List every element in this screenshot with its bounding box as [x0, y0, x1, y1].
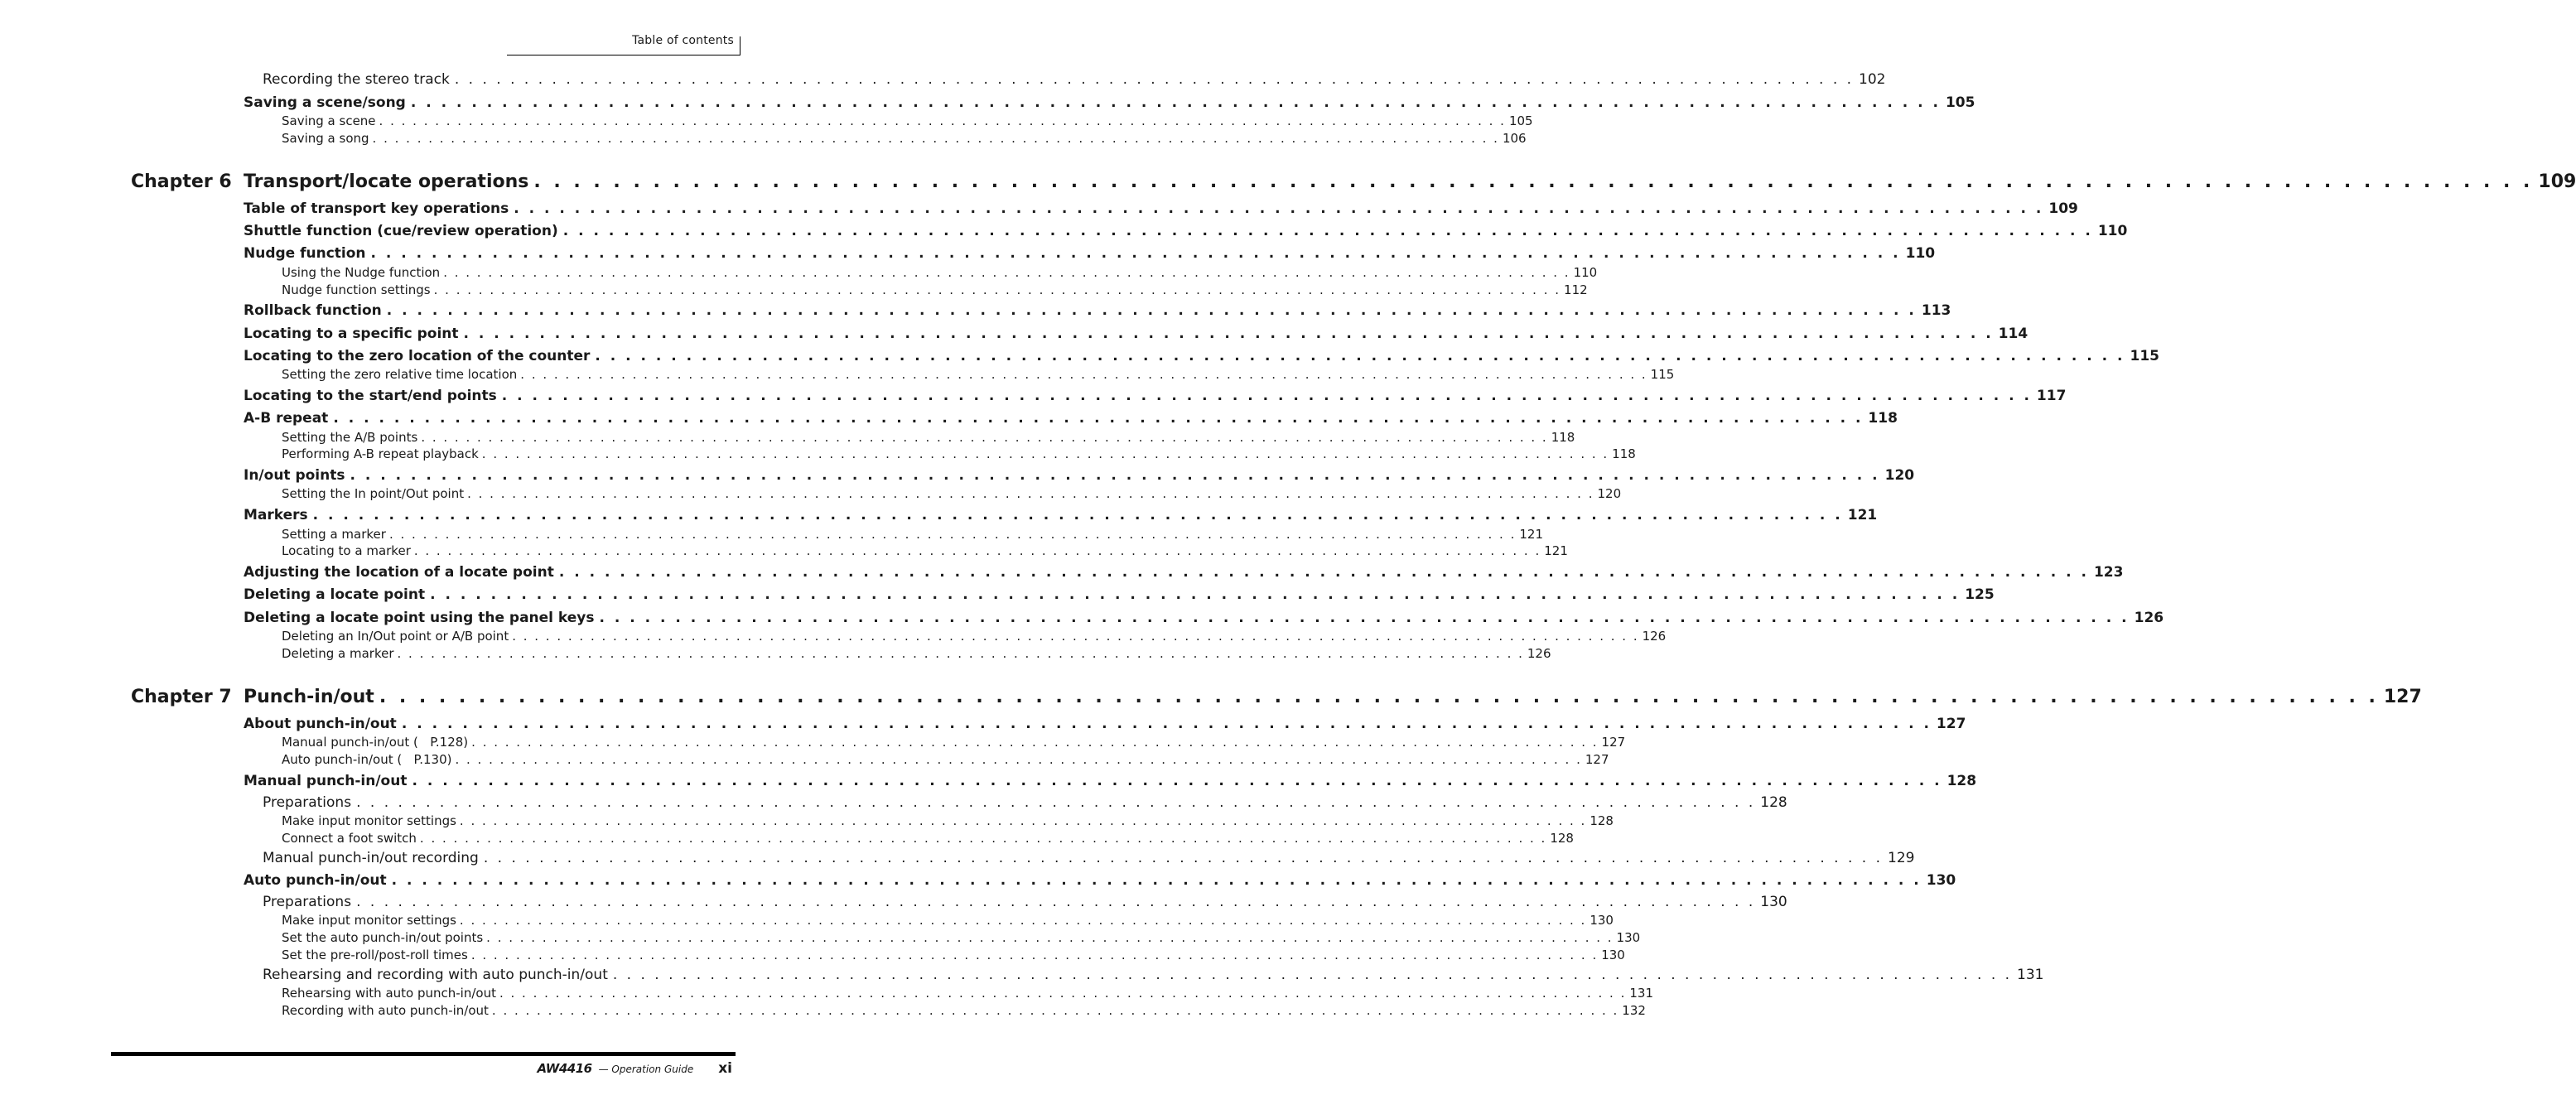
page-ref: 110 [1905, 245, 1936, 262]
toc-item-entry[interactable] [282, 813, 1614, 828]
page-ref: 131 [1629, 986, 1653, 1001]
toc-item-entry[interactable] [282, 629, 1667, 644]
toc-section-entry[interactable] [244, 507, 1878, 523]
dot-leader [371, 245, 1901, 262]
toc-section-entry[interactable] [244, 716, 1966, 732]
entry-title: Locating to the start/end points [244, 388, 497, 404]
dot-leader [499, 986, 1626, 1001]
toc-item-entry[interactable] [282, 646, 1551, 661]
page-ref: 127 [2383, 687, 2422, 707]
dot-leader [443, 265, 1570, 280]
page-ref: 131 [2017, 967, 2044, 983]
dot-leader [486, 930, 1613, 945]
entry-title: A-B repeat [244, 410, 329, 427]
dot-leader [313, 507, 1843, 523]
dot-leader [533, 171, 2533, 192]
dot-leader [434, 282, 1561, 297]
entry-title: Adjusting the location of a locate point [244, 564, 554, 581]
entry-title: Setting the In point/Out point [282, 486, 465, 501]
page-ref: 105 [1508, 113, 1533, 128]
toc-section-entry[interactable] [244, 245, 1936, 262]
page-ref: 128 [1589, 813, 1614, 828]
toc-sub-entry[interactable] [263, 967, 2044, 983]
dot-leader [514, 200, 2043, 217]
entry-title: Set the auto punch-in/out points [282, 930, 484, 945]
entry-title: Locating to the zero location of the counter [244, 348, 591, 364]
entry-title: Using the Nudge function [282, 265, 441, 280]
page-ref: 129 [1888, 850, 1915, 866]
dot-leader [502, 388, 2032, 404]
page-ref: 126 [2134, 610, 2164, 626]
toc-item-entry[interactable] [282, 930, 1641, 945]
dot-leader [455, 752, 1581, 767]
page-ref: 115 [1650, 367, 1675, 382]
toc-item-entry[interactable] [282, 948, 1625, 962]
dot-leader [559, 564, 2089, 581]
toc-section-entry[interactable] [244, 223, 2128, 239]
toc-item-entry[interactable] [282, 430, 1575, 445]
dot-leader [482, 446, 1609, 461]
dot-leader [471, 735, 1598, 750]
entry-title: Table of transport key operations [244, 200, 509, 217]
entry-title: Locating to a specific point [244, 326, 459, 342]
dot-leader [379, 113, 1506, 128]
toc-sub-entry[interactable] [263, 894, 1787, 910]
toc-sub-entry[interactable] [263, 850, 1915, 866]
toc-section-entry[interactable] [244, 872, 1956, 889]
toc-section-entry[interactable] [244, 410, 1898, 427]
page-ref: 130 [1589, 913, 1614, 928]
dot-leader [455, 71, 1854, 88]
page-ref: 127 [1936, 716, 1966, 732]
toc-item-entry[interactable] [282, 282, 1588, 297]
entry-title: Markers [244, 507, 308, 523]
entry-title: Nudge function settings [282, 282, 431, 297]
entry-title: Auto punch-in/out [244, 872, 387, 889]
toc-section-entry[interactable] [244, 326, 2028, 342]
page-ref: 118 [1612, 446, 1636, 461]
entry-title: Deleting a locate point [244, 586, 426, 603]
entry-title: Manual punch-in/out [244, 773, 408, 789]
toc-item-entry[interactable] [282, 265, 1598, 280]
dot-leader [613, 967, 2012, 983]
page-ref: 112 [1564, 282, 1588, 297]
page-ref: 128 [1550, 831, 1574, 846]
toc-item-entry[interactable] [282, 486, 1622, 501]
entry-title: Connect a foot switch [282, 831, 417, 846]
page-ref: 132 [1622, 1003, 1646, 1018]
page-ref: 125 [1965, 586, 1995, 603]
toc-item-entry[interactable] [282, 446, 1636, 461]
dot-leader [333, 410, 1863, 427]
dot-leader [402, 716, 1932, 732]
footer-rule [111, 1052, 736, 1056]
entry-title: Recording with auto punch-in/out [282, 1003, 489, 1018]
dot-leader [412, 773, 1942, 789]
entry-title: Make input monitor settings [282, 813, 456, 828]
toc-item-entry[interactable] [282, 752, 1609, 767]
page-ref: 120 [1884, 467, 1915, 484]
toc-section-entry[interactable] [244, 388, 2067, 404]
page-ref: 114 [1998, 326, 2028, 342]
dot-leader [464, 326, 1994, 342]
page-ref: 110 [1573, 265, 1598, 280]
page-ref: 128 [1946, 773, 1977, 789]
page-ref: 130 [1601, 948, 1625, 962]
dot-leader [460, 813, 1586, 828]
dot-leader [356, 894, 1755, 910]
dot-leader [420, 831, 1546, 846]
entry-title: Rollback function [244, 302, 382, 319]
dot-leader [430, 586, 1960, 603]
dot-leader [595, 348, 2125, 364]
entry-title: Rehearsing and recording with auto punch-in/out [263, 967, 608, 983]
entry-title: Deleting a locate point using the panel keys [244, 610, 595, 626]
toc-section-entry[interactable] [244, 610, 2164, 626]
entry-title: About punch-in/out [244, 716, 397, 732]
page-ref: 113 [1921, 302, 1951, 319]
entry-title: Setting the A/B points [282, 430, 418, 445]
page-ref: 121 [1544, 543, 1568, 558]
page-ref: 130 [1926, 872, 1956, 889]
page-ref: 106 [1502, 131, 1527, 146]
toc-item-entry[interactable] [282, 367, 1675, 382]
entry-title: Auto punch-in/out ( P.130) [282, 752, 452, 767]
toc-item-entry[interactable] [282, 1003, 1646, 1018]
dot-leader [387, 302, 1917, 319]
dot-leader [492, 1003, 1618, 1018]
entry-title: Saving a scene/song [244, 94, 406, 111]
toc-section-entry[interactable] [244, 348, 2160, 364]
page-ref: 121 [1519, 527, 1543, 542]
guide-label: — Operation Guide [598, 1064, 694, 1075]
page-ref: 110 [2097, 223, 2128, 239]
dot-leader [392, 872, 1922, 889]
page-ref: 120 [1597, 486, 1622, 501]
toc-sub-entry[interactable] [263, 71, 1886, 88]
toc-section-entry[interactable] [244, 467, 1915, 484]
page-number: xi [718, 1060, 732, 1077]
dot-leader [563, 223, 2093, 239]
product-logo: AW4416 [537, 1061, 592, 1076]
dot-leader [411, 94, 1941, 111]
dot-leader [389, 527, 1516, 542]
page-ref: 102 [1859, 71, 1886, 88]
dot-leader [373, 131, 1499, 146]
running-header: Table of contents [632, 34, 734, 47]
dot-leader [512, 629, 1638, 644]
page-ref: 105 [1945, 94, 1975, 111]
entry-title: Make input monitor settings [282, 913, 456, 928]
entry-title: Set the pre-roll/post-roll times [282, 948, 468, 962]
dot-leader [460, 913, 1586, 928]
entry-title: Manual punch-in/out ( P.128) [282, 735, 469, 750]
toc-sub-entry[interactable] [263, 794, 1787, 811]
page-ref: 118 [1551, 430, 1575, 445]
dot-leader [350, 467, 1880, 484]
page-ref: 123 [2093, 564, 2124, 581]
dot-leader [520, 367, 1647, 382]
toc-item-entry[interactable] [282, 913, 1614, 928]
chapter-title: Punch-in/out [244, 687, 374, 707]
entry-title: Recording the stereo track [263, 71, 450, 88]
entry-title: Locating to a marker [282, 543, 411, 558]
entry-title: Deleting an In/Out point or A/B point [282, 629, 509, 644]
entry-title: Shuttle function (cue/review operation) [244, 223, 558, 239]
page-ref: 126 [1642, 629, 1667, 644]
entry-title: Manual punch-in/out recording [263, 850, 479, 866]
dot-leader [471, 948, 1598, 962]
page-ref: 130 [1760, 894, 1787, 910]
toc-section-entry[interactable] [244, 773, 1977, 789]
toc-section-entry[interactable] [244, 564, 2124, 581]
entry-title: Setting a marker [282, 527, 386, 542]
entry-title: Preparations [263, 894, 352, 910]
page-ref: 126 [1527, 646, 1551, 661]
toc-item-entry[interactable] [282, 543, 1568, 558]
entry-title: Saving a scene [282, 113, 376, 128]
page-ref: 127 [1585, 752, 1609, 767]
chapter-title: Transport/locate operations [244, 171, 529, 192]
entry-title: Saving a song [282, 131, 369, 146]
dot-leader [379, 687, 2379, 707]
dot-leader [467, 486, 1594, 501]
page-footer [538, 1060, 732, 1077]
page-ref: 127 [1601, 735, 1626, 750]
dot-leader [398, 646, 1524, 661]
page-ref: 130 [1616, 930, 1641, 945]
entry-title: Deleting a marker [282, 646, 394, 661]
page-ref: 117 [2036, 388, 2067, 404]
toc-item-entry[interactable] [282, 131, 1527, 146]
toc-item-entry[interactable] [282, 735, 1626, 750]
page-ref: 109 [2538, 171, 2576, 192]
toc-item-entry[interactable] [282, 113, 1533, 128]
dot-leader [600, 610, 2130, 626]
dot-leader [356, 794, 1755, 811]
toc-section-entry[interactable] [244, 302, 1951, 319]
dot-leader [484, 850, 1883, 866]
toc-section-entry[interactable] [244, 200, 2078, 217]
entry-title: Nudge function [244, 245, 366, 262]
dot-leader [421, 430, 1547, 445]
page-ref: 121 [1847, 507, 1878, 523]
page-ref: 109 [2048, 200, 2078, 217]
dot-leader [414, 543, 1541, 558]
entry-title: In/out points [244, 467, 345, 484]
toc-section-entry[interactable] [244, 94, 1975, 111]
toc-item-entry[interactable] [282, 527, 1543, 542]
entry-title: Preparations [263, 794, 352, 811]
entry-title: Rehearsing with auto punch-in/out [282, 986, 496, 1001]
chapter-label: Chapter 7 [131, 687, 232, 707]
chapter-label: Chapter 6 [131, 171, 232, 192]
toc-section-entry[interactable] [244, 586, 1995, 603]
entry-title: Performing A-B repeat playback [282, 446, 479, 461]
page-ref: 118 [1868, 410, 1898, 427]
entry-title: Setting the zero relative time location [282, 367, 518, 382]
toc-item-entry[interactable] [282, 831, 1574, 846]
page-ref: 115 [2130, 348, 2160, 364]
page-ref: 128 [1760, 794, 1787, 811]
toc-item-entry[interactable] [282, 986, 1653, 1001]
